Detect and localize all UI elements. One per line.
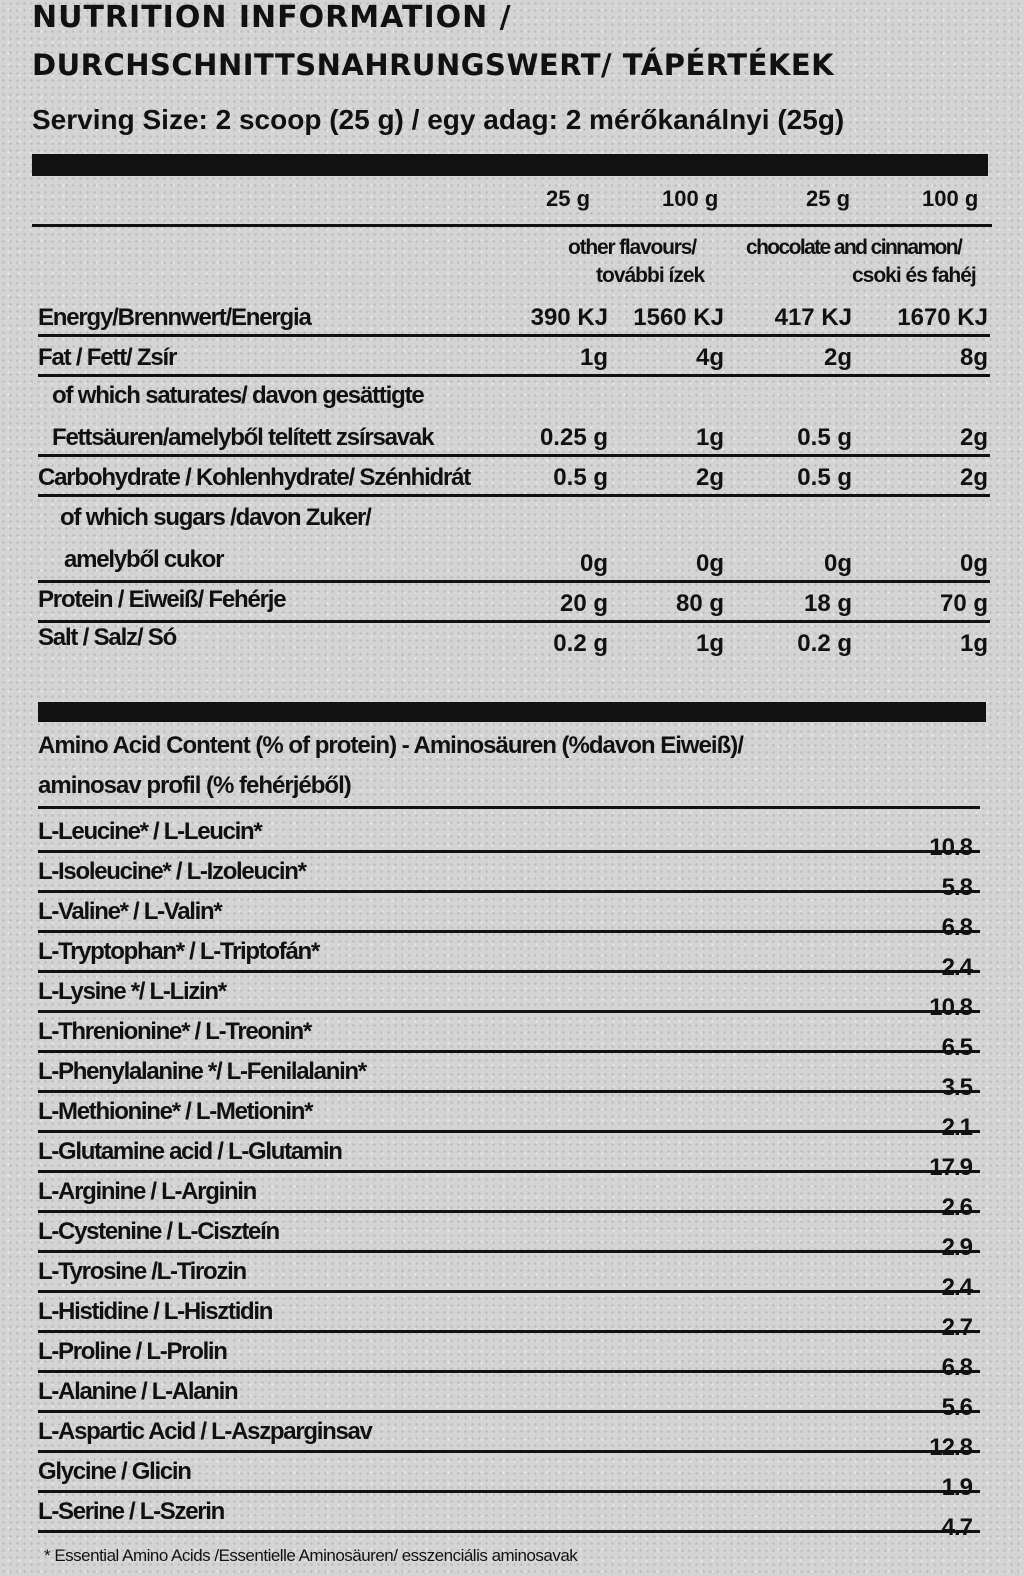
salt-value-4: 1g — [959, 630, 988, 657]
sugars-value-1: 0g — [579, 550, 608, 577]
header-divider — [32, 224, 992, 227]
row-divider — [38, 494, 990, 497]
nutrient-label-saturates: of which saturates/ davon gesättigte — [52, 382, 424, 409]
amino-value: 2.9 — [941, 1234, 972, 1261]
row-divider — [38, 454, 990, 457]
nutrient-label-protein: Protein / Eiweiß/ Fehérje — [38, 586, 286, 613]
sugars-value-2: 0g — [695, 550, 724, 577]
col-header-2: 100 g — [662, 186, 719, 211]
row-divider — [38, 334, 990, 337]
nutrient-label-carbohydrate: Carbohydrate / Kohlenhydrate/ Szénhidrát — [38, 464, 471, 491]
title-line-2: DURCHSCHNITTSNAHRUNGSWERT/ TÁPÉRTÉKEK — [32, 48, 835, 82]
amino-name: L-Arginine / L-Arginin — [38, 1178, 257, 1205]
title-line-1: NUTRITION INFORMATION / — [32, 0, 512, 35]
energy-value-4: 1670 KJ — [897, 304, 988, 331]
amino-name: L-Proline / L-Prolin — [38, 1338, 227, 1365]
table-row — [38, 1210, 980, 1261]
amino-value: 2.1 — [941, 1114, 972, 1141]
table-row — [38, 1130, 980, 1181]
salt-value-3: 0.2 g — [797, 630, 852, 657]
group-1-label-line-1: other flavours/ — [568, 236, 696, 259]
footnote: * Essential Amino Acids /Essentielle Aminosäuren/ esszenciális aminosavak — [44, 1546, 578, 1565]
amino-name: L-Phenylalanine */ L-Fenilalanin* — [38, 1058, 366, 1085]
amino-name: L-Tyrosine /L-Tirozin — [38, 1258, 246, 1285]
amino-value: 2.6 — [941, 1194, 972, 1221]
nutrient-label-fat: Fat / Fett/ Zsír — [38, 344, 177, 371]
amino-value: 3.5 — [941, 1074, 972, 1101]
amino-value: 10.8 — [929, 834, 972, 861]
saturates-value-2: 1g — [695, 424, 724, 451]
protein-value-2: 80 g — [675, 590, 724, 617]
amino-name: L-Tryptophan* / L-Triptofán* — [38, 938, 319, 965]
col-header-1: 25 g — [546, 186, 591, 211]
table-row — [38, 1290, 980, 1341]
amino-heading-line-2: aminosav profil (% fehérjéből) — [38, 772, 351, 799]
amino-value: 4.7 — [941, 1514, 972, 1541]
nutrient-label-sugars: of which sugars /davon Zuker/ — [60, 504, 371, 531]
table-row — [38, 1170, 980, 1221]
carbohydrate-value-4: 2g — [959, 464, 988, 491]
sugars-value-3: 0g — [823, 550, 852, 577]
col-header-4: 100 g — [922, 186, 979, 211]
amino-name: L-Threnionine* / L-Treonin* — [38, 1018, 311, 1045]
amino-value: 6.8 — [941, 914, 972, 941]
sugars-value-4: 0g — [959, 550, 988, 577]
fat-value-4: 8g — [959, 344, 988, 371]
carbohydrate-value-3: 0.5 g — [797, 464, 852, 491]
carbohydrate-value-2: 2g — [695, 464, 724, 491]
row-divider — [38, 374, 990, 377]
amino-value: 1.9 — [941, 1474, 972, 1501]
group-2-label-line-2: csoki és fahéj — [852, 264, 976, 287]
protein-value-4: 70 g — [939, 590, 988, 617]
amino-name: L-Histidine / L-Hisztidin — [38, 1298, 273, 1325]
amino-name: L-Isoleucine* / L-Izoleucin* — [38, 858, 306, 885]
row-divider — [38, 620, 990, 623]
fat-value-2: 4g — [695, 344, 724, 371]
nutrient-label-sugars-2: amelyből cukor — [64, 546, 224, 573]
amino-name: L-Alanine / L-Alanin — [38, 1378, 238, 1405]
amino-name: L-Lysine */ L-Lizin* — [38, 978, 226, 1005]
amino-value: 5.8 — [941, 874, 972, 901]
saturates-value-4: 2g — [959, 424, 988, 451]
table-row — [38, 890, 980, 941]
amino-name: L-Methionine* / L-Metionin* — [38, 1098, 313, 1125]
amino-name: L-Aspartic Acid / L-Aszparginsav — [38, 1418, 372, 1445]
table-row — [38, 930, 980, 981]
amino-name: L-Leucine* / L-Leucin* — [38, 818, 262, 845]
group-1-label-line-2: további ízek — [596, 264, 705, 287]
nutrient-label-energy: Energy/Brennwert/Energia — [38, 304, 311, 331]
salt-value-1: 0.2 g — [553, 630, 608, 657]
nutrient-label-salt: Salt / Salz/ Só — [38, 624, 177, 651]
amino-heading-divider — [38, 806, 980, 809]
table-row — [38, 970, 980, 1021]
amino-name: L-Cystenine / L-Ciszteín — [38, 1218, 279, 1245]
amino-heading-line-1: Amino Acid Content (% of protein) - Aminosäuren (%davon Eiweiß)/ — [38, 732, 743, 759]
energy-value-1: 390 KJ — [530, 304, 608, 331]
protein-value-3: 18 g — [803, 590, 852, 617]
salt-value-2: 1g — [695, 630, 724, 657]
energy-value-3: 417 KJ — [774, 304, 852, 331]
table-row — [38, 1050, 980, 1101]
col-header-3: 25 g — [806, 186, 851, 211]
amino-name: Glycine / Glicin — [38, 1458, 191, 1485]
amino-value: 2.4 — [941, 954, 972, 981]
fat-value-3: 2g — [823, 344, 852, 371]
carbohydrate-value-1: 0.5 g — [553, 464, 608, 491]
nutrient-label-saturates-2: Fettsäuren/amelyből telített zsírsavak — [52, 424, 434, 451]
table-row — [38, 1450, 980, 1501]
protein-value-1: 20 g — [559, 590, 608, 617]
top-divider-bar — [32, 154, 988, 176]
amino-value: 17.9 — [929, 1154, 972, 1181]
table-row — [38, 1490, 980, 1541]
amino-name: L-Valine* / L-Valin* — [38, 898, 222, 925]
table-row — [38, 1250, 980, 1301]
serving-size: Serving Size: 2 scoop (25 g) / egy adag: 2 mérőkanálnyi (25g) — [32, 104, 845, 135]
table-row — [38, 1330, 980, 1381]
energy-value-2: 1560 KJ — [633, 304, 724, 331]
saturates-value-1: 0.25 g — [539, 424, 608, 451]
saturates-value-3: 0.5 g — [797, 424, 852, 451]
row-divider — [38, 580, 990, 583]
fat-value-1: 1g — [579, 344, 608, 371]
group-2-label-line-1: chocolate and cinnamon/ — [746, 236, 962, 259]
table-row — [38, 810, 980, 861]
amino-name: L-Glutamine acid / L-Glutamin — [38, 1138, 342, 1165]
amino-value: 10.8 — [929, 994, 972, 1021]
amino-value: 5.6 — [941, 1394, 972, 1421]
table-row — [38, 1370, 980, 1421]
table-row — [38, 1090, 980, 1141]
amino-value: 2.7 — [941, 1314, 972, 1341]
table-row — [38, 1010, 980, 1061]
table-row — [38, 850, 980, 901]
amino-value: 6.5 — [941, 1034, 972, 1061]
table-row — [38, 1410, 980, 1461]
amino-name: L-Serine / L-Szerin — [38, 1498, 225, 1525]
amino-divider-bar — [38, 702, 986, 722]
amino-value: 12.8 — [929, 1434, 972, 1461]
amino-value: 6.8 — [941, 1354, 972, 1381]
amino-value: 2.4 — [941, 1274, 972, 1301]
